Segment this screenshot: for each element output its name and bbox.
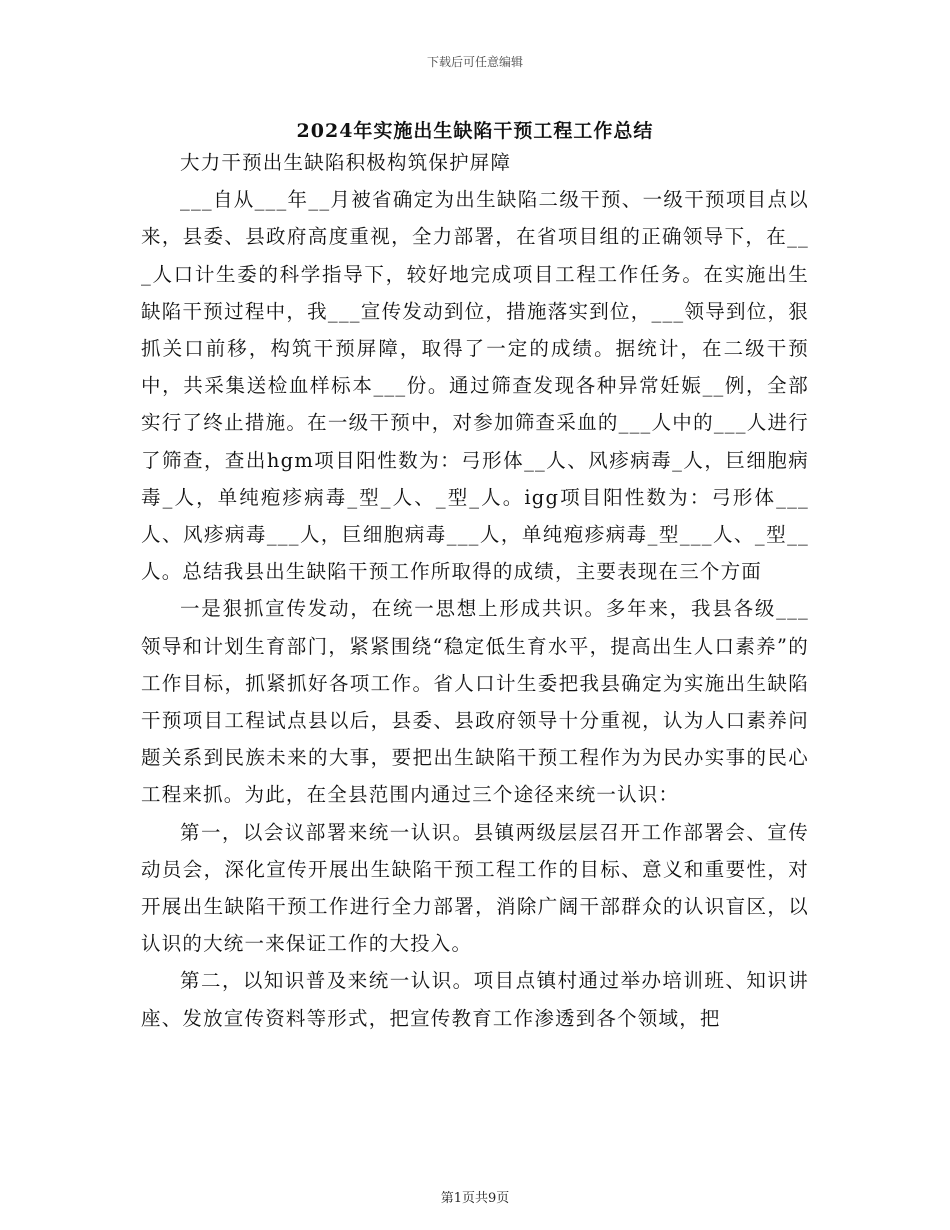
body-paragraph-4: 第二，以知识普及来统一认识。项目点镇村通过举办培训班、知识讲座、发放宣传资料等形式，把宣传教育工作渗透到各个领域，把 (141, 969, 809, 1030)
body-paragraph-2: 一是狠抓宣传发动，在统一思想上形成共识。多年来，我县各级___领导和计划生育部门，紧紧围绕“稳定低生育水平，提高出生人口素养”的工作目标，抓紧抓好各项工作。省人口计生委把我县确定为实施出生缺陷干预项目工程试点县以后，县委、县政府领导十分重视，认为人口素养问题关系到民族未来的大事，要把出生缺陷干预工程作为为民办实事的民心工程来抓。为此，在全县范围内通过三个途径来统一认识： (141, 597, 809, 807)
body-paragraph-1: ___自从___年__月被省确定为出生缺陷二级干预、一级干预项目点以来，县委、县政府高度重视，全力部署，在省项目组的正确领导下，在___人口计生委的科学指导下，较好地完成项目工程工作任务。在实施出生缺陷干预过程中，我___宣传发动到位，措施落实到位，___领导到位，狠抓关口前移，构筑干预屏障，取得了一定的成绩。据统计，在二级干预中，共采集送检血样标本___份。通过筛查发现各种异常妊娠__例，全部实行了终止措施。在一级干预中，对参加筛查采血的___人中的___人进行了筛查，查出hgm项目阳性数为：弓形体__人、风疹病毒_人，巨细胞病毒_人，单纯疱疹病毒_型_人、_型_人。igg项目阳性数为：弓形体___人、风疹病毒___人，巨细胞病毒___人，单纯疱疹病毒_型___人、_型__人。总结我县出生缺陷干预工作所取得的成绩，主要表现在三个方面 (141, 188, 809, 584)
page-number-footer: 第1页共9页 (440, 1191, 510, 1206)
subtitle-paragraph: 大力干预出生缺陷积极构筑保护屏障 (180, 151, 512, 174)
body-paragraph-3: 第一，以会议部署来统一认识。县镇两级层层召开工作部署会、宣传动员会，深化宣传开展出生缺陷干预工程工作的目标、意义和重要性，对开展出生缺陷干预工作进行全力部署，消除广阔干部群众的认识盲区，以认识的大统一来保证工作的大投入。 (141, 820, 809, 956)
document-body (141, 144, 809, 1037)
document-title: 2024年实施出生缺陷干预工程工作总结 (296, 120, 654, 142)
page-header-note: 下载后可任意编辑 (426, 55, 523, 69)
